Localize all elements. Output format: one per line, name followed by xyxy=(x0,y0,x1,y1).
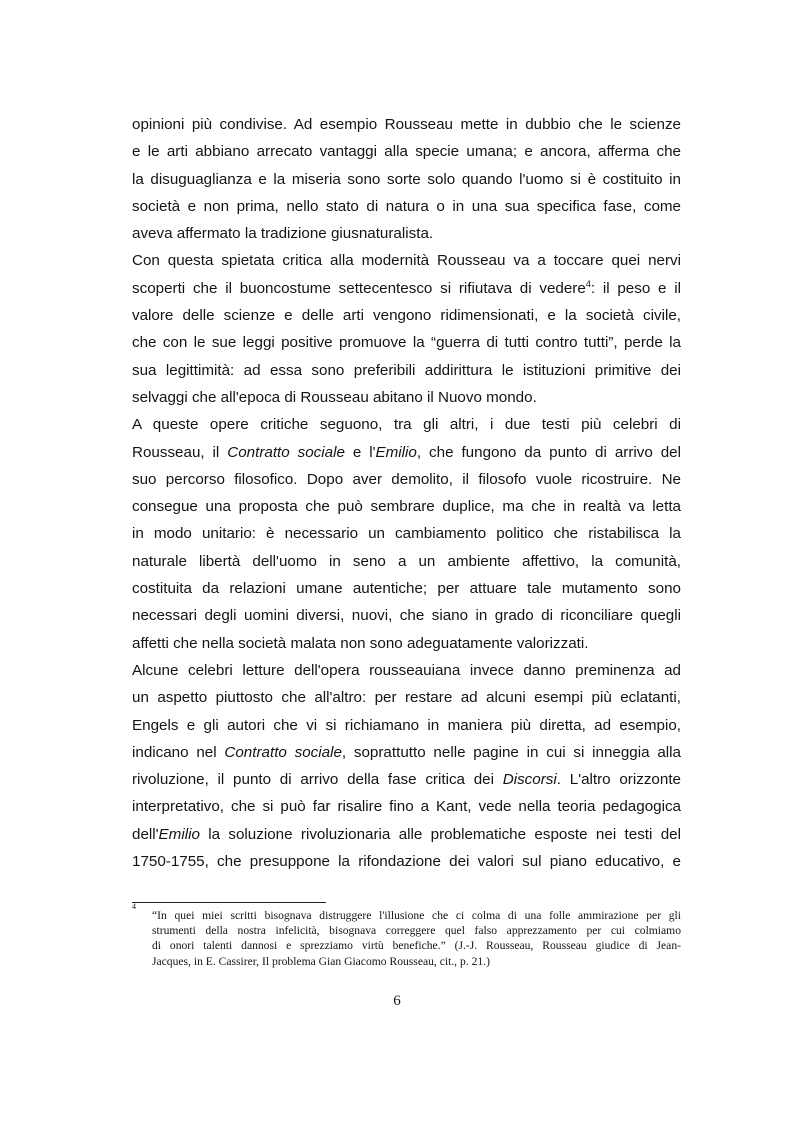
text-line: che con le sue leggi positive promuove la “guerra di tutti contro tutti”, perde la xyxy=(132,334,681,352)
text-segment: dell' xyxy=(132,825,159,843)
text-segment: Rousseau, il xyxy=(132,443,228,461)
text-segment: scoperti che il buoncostume settecentesco si rifiutava di vedere xyxy=(132,279,586,297)
text-line: società e non prima, nello stato di natura o in una sua specifica fase, come xyxy=(132,197,681,215)
footnote-line: strumenti della nostra infelicità, bisognava correggere quel falso apprezzamento per cui colmiamo xyxy=(152,924,681,938)
text-line: interpretativo, che si può far risalire fino a Kant, vede nella teoria pedagogica xyxy=(132,798,681,816)
footnote-text xyxy=(152,908,681,969)
book-title-italic: Discorsi xyxy=(502,771,557,789)
text-segment: la soluzione rivoluzionaria alle problematiche esposte nei testi del xyxy=(199,825,681,843)
text-line: A queste opere critiche seguono, tra gli altri, i due testi più celebri di xyxy=(132,416,681,434)
text-line: naturale libertà dell'uomo in seno a un ambiente affettivo, la comunità, xyxy=(132,552,681,570)
text-segment: indicano nel xyxy=(132,743,225,761)
footnote: 4 “In quei miei scritti bisognava distruggere l'illusione che ci colma di una folle ammirazione per gli strumenti della nostra infelicità, bisognava correggere quel falso apprezzamento per cui colmiamo di onori talenti dannosi e sprezziamo virtù benefiche.” (J.-J. Rousseau, Rousseau giudice di Jean- Jacques, in E. Cassirer, Il problema Gian Giacomo Rousseau, cit., p. 21.) xyxy=(132,902,681,968)
text-line: e le arti abbiano arrecato vantaggi alla specie umana; e ancora, afferma che xyxy=(132,143,681,161)
text-line: suo percorso filosofico. Dopo aver demolito, il filosofo vuole ricostruire. Ne xyxy=(132,470,681,488)
text-line-with-note xyxy=(132,275,681,302)
footnote-separator xyxy=(132,902,326,903)
text-line: la disuguaglianza e la miseria sono sorte solo quando l'uomo si è costituito in xyxy=(132,170,681,188)
text-line: consegue una proposta che può sembrare duplice, ma che in realtà va letta xyxy=(132,498,681,516)
text-line: Alcune celebri letture dell'opera rousseauiana invece danno preminenza ad xyxy=(132,661,681,679)
page-number: 6 xyxy=(393,993,401,1009)
text-segment: e l' xyxy=(344,443,376,461)
text-line: 1750-1755, che presuppone la rifondazione dei valori sul piano educativo, e xyxy=(132,853,681,871)
text-line: Con questa spietata critica alla modernità Rousseau va a toccare quei nervi xyxy=(132,252,681,270)
book-title-italic: Contratto sociale xyxy=(227,443,345,461)
text-segment: rivoluzione, il punto di arrivo della fase critica dei xyxy=(132,771,503,789)
text-line xyxy=(132,439,681,466)
footnote-line: “In quei miei scritti bisognava distruggere l'illusione che ci colma di una folle ammirazione per gli xyxy=(152,909,681,922)
text-line: costituita da relazioni umane autentiche; per attuare tale mutamento sono xyxy=(132,580,681,598)
text-line: in modo unitario: è necessario un cambiamento politico che ristabilisca la xyxy=(132,525,681,543)
book-title-italic: Emilio xyxy=(158,825,200,843)
text-line: un aspetto piuttosto che all'altro: per restare ad alcuni esempi più eclatanti, xyxy=(132,689,681,707)
text-line: valore delle scienze e delle arti vengono ridimensionati, e la società civile, xyxy=(132,307,681,325)
text-line: opinioni più condivise. Ad esempio Rousseau mette in dubbio che le scienze xyxy=(132,116,681,133)
footnote-line: di onori talenti dannosi e sprezziamo virtù benefiche.” (J.-J. Rousseau, Rousseau giudice di Jean- xyxy=(152,939,681,953)
footnote-line: Jacques, in E. Cassirer, Il problema Gian Giacomo Rousseau, cit., p. 21.) xyxy=(152,954,490,968)
paragraph-1 xyxy=(132,111,681,247)
text-segment: , soprattutto nelle pagine in cui si inneggia alla xyxy=(341,743,681,761)
text-line xyxy=(132,821,681,848)
text-line: selvaggi che all'epoca di Rousseau abitano il Nuovo mondo. xyxy=(132,388,537,406)
text-line: affetti che nella società malata non sono adeguatamente valorizzati. xyxy=(132,634,589,652)
paragraph-2 xyxy=(132,247,681,411)
footnote-reference[interactable]: 4 xyxy=(585,278,591,289)
text-line xyxy=(132,739,681,766)
text-line: aveva affermato la tradizione giusnaturalista. xyxy=(132,225,434,243)
book-title-italic: Contratto sociale xyxy=(224,743,342,761)
text-line xyxy=(132,766,681,793)
paragraph-4 xyxy=(132,657,681,875)
text-segment: : il peso e il xyxy=(590,279,681,297)
text-segment: . L'altro orizzonte xyxy=(556,771,681,789)
book-title-italic: Emilio xyxy=(375,443,417,461)
text-segment: , che fungono da punto di arrivo del xyxy=(416,443,681,461)
text-line: Engels e gli autori che vi si richiamano in maniera più diretta, ad esempio, xyxy=(132,716,681,734)
paragraph-3 xyxy=(132,411,681,657)
text-line: necessari degli uomini diversi, nuovi, che siano in grado di riconciliare quegli xyxy=(132,607,681,625)
body-text xyxy=(132,111,681,875)
text-line: sua legittimità: ad essa sono preferibili addirittura le istituzioni primitive dei xyxy=(132,361,681,379)
